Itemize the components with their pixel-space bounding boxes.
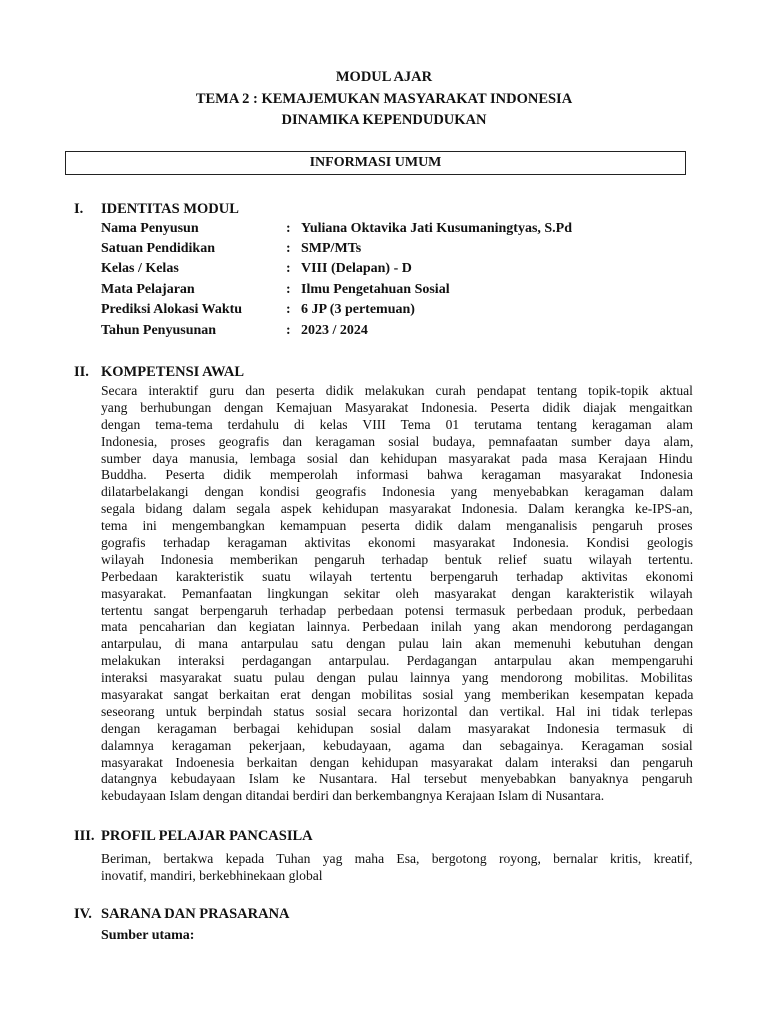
kompetensi-line: mata pencaharian dan kegiatan lainnya. Perbedaan inilah yang akan mendorong perdagangan <box>101 619 694 635</box>
kompetensi-line: wilayah Indonesia memberikan pengaruh terhadap bentuk relief suatu wilayah tertentu. <box>101 551 694 567</box>
identity-row-kelas <box>101 259 701 279</box>
identity-value: SMP/MTs <box>301 241 362 256</box>
identity-colon: : <box>286 241 291 256</box>
kompetensi-line: Secara interaktif guru dan peserta didik melakukan curah pendapat tentang topik-topik aktual <box>101 383 693 398</box>
kompetensi-line: sumber daya manusia, lembaga sosial dan kehidupan masyarakat pada masa Kerajaan Hindu <box>101 450 693 466</box>
identity-row-tahun <box>101 321 701 341</box>
section-title: PROFIL PELAJAR PANCASILA <box>101 828 313 844</box>
identity-label: Mata Pelajaran <box>101 282 195 297</box>
identity-colon: : <box>286 261 291 276</box>
identity-colon: : <box>286 282 291 297</box>
identity-value: Yuliana Oktavika Jati Kusumaningtyas, S.Pd <box>301 221 573 236</box>
identity-label: Prediksi Alokasi Waktu <box>101 302 243 317</box>
identity-colon: : <box>286 302 291 317</box>
identity-row-alokasi <box>101 300 701 320</box>
section-title: SARANA DAN PRASARANA <box>101 906 290 922</box>
kompetensi-line: kebudayaan Islam dengan ditandai berdiri dan berkembangnya Kerajaan Islam di Nusantara. <box>101 788 605 804</box>
kompetensi-line: masyarakat Indoenesia berkaitan dengan kehidupan masyarakat dalam interaksi dan pengaruh <box>101 754 693 770</box>
kompetensi-line: seseorang untuk berpindah status sosial secara horizontal dan vertikal. Hal ini tidak terlepas <box>101 703 693 719</box>
kompetensi-line: Indonesia, proses geografis dan keragaman sosial budaya, pemnafaatan sumber daya alam, <box>101 433 694 449</box>
section-number: I. <box>74 201 84 217</box>
kompetensi-line: yang berhubungan dengan Kemajuan Masyarakat Indonesia. Peserta didik diajak mengaitkan <box>101 399 693 415</box>
kompetensi-line: dalamnya keragaman pekerjaan, kebudayaan, agama dan sebagainya. Keragaman sosial <box>101 737 693 753</box>
kompetensi-line: antarpulau, di mana antarpulau satu dengan pulau lain akan memenuhi kebutuhan dengan <box>101 636 694 652</box>
kompetensi-line: melakukan interaksi perdagangan antarpulau. Perdagangan antarpulau akan mempengaruhi <box>101 653 694 669</box>
identity-value: VIII (Delapan) - D <box>301 261 412 276</box>
profil-line: Beriman, bertakwa kepada Tuhan yag maha Esa, bergotong royong, bernalar kritis, kreatif, <box>101 851 693 866</box>
identity-label: Satuan Pendidikan <box>101 241 215 256</box>
sumber-utama-label: Sumber utama: <box>101 928 195 943</box>
kompetensi-paragraph <box>101 383 693 805</box>
identity-label: Tahun Penyusunan <box>101 323 217 338</box>
profil-line: inovatif, mandiri, berkebhinekaan global <box>101 867 323 883</box>
identity-value: Ilmu Pengetahuan Sosial <box>301 282 450 297</box>
identity-colon: : <box>286 221 291 236</box>
kompetensi-line: gografis terhadap keragaman aktivitas ekonomi masyarakat Indonesia. Kondisi geologis <box>101 535 694 551</box>
identity-value: 6 JP (3 pertemuan) <box>301 302 415 317</box>
kompetensi-line: dengan tema-tema terdahulu di kelas VIII Tema 01 terutama tentang keragaman alam <box>101 416 693 432</box>
kompetensi-line: masyarakat sangat berkaitan erat dengan mobilitas sosial yang memberikan kesempatan kepada <box>101 687 694 703</box>
identity-label: Nama Penyusun <box>101 221 199 236</box>
section-title: IDENTITAS MODUL <box>101 201 239 217</box>
kompetensi-line: interaksi masyarakat suatu pulau dengan pulau lainnya yang mendorong mobilitas. Mobilitas <box>101 670 693 686</box>
identity-value: 2023 / 2024 <box>301 323 368 338</box>
info-umum-box: INFORMASI UMUM <box>65 151 686 175</box>
identity-row-satuan <box>101 239 701 259</box>
identity-label: Kelas / Kelas <box>101 261 179 276</box>
doc-theme: TEMA 2 : KEMAJEMUKAN MASYARAKAT INDONESIA <box>195 91 573 107</box>
kompetensi-line: Perbedaan karakteristik suatu wilayah tertentu berpengaruh terhadap aktivitas ekonomi <box>101 568 694 584</box>
identity-colon: : <box>286 323 291 338</box>
identity-row-mapel <box>101 280 701 300</box>
kompetensi-line: Buddha. Peserta didik memperolah informasi bahwa keragaman masyarakat Indonesia <box>101 467 693 483</box>
kompetensi-line: masyarakat. Pemanfaatan lingkungan sekitar oleh masyarakat dengan karakteristik wilayah <box>101 585 693 601</box>
kompetensi-line: segala bidang dalam segala aspek kehidupan masyarakat Indonesia. Dalam kerangka ke-IPS-an, <box>101 501 693 517</box>
section-number: II. <box>74 364 89 380</box>
doc-title: MODUL AJAR <box>335 69 433 85</box>
kompetensi-line: tema ini mengembangkan kemampuan peserta didik dalam menganalisis pengaruh proses <box>101 518 693 534</box>
profil-paragraph <box>101 851 693 885</box>
kompetensi-line: tertentu sangat berpengaruh terhadap perbedaan potensi termasuk perbedaan produk, perbedaan <box>101 602 694 618</box>
section-number: IV. <box>74 906 92 922</box>
section-title: KOMPETENSI AWAL <box>101 364 245 380</box>
kompetensi-line: datangnya kebudayaan Islam ke Nusantara. Hal tersebut menyebabkan banyaknya pengaruh <box>101 771 693 787</box>
kompetensi-line: dilatarbelakangi dengan kondisi geografis Indonesia yang menyebabkan keragaman dalam <box>101 484 694 500</box>
doc-subtitle: DINAMIKA KEPENDUDUKAN <box>281 112 487 128</box>
kompetensi-line: dengan keragaman berbagai kehidupan sosial dalam masyarakat Indonesia termasuk di <box>101 720 694 736</box>
section-number: III. <box>74 828 95 844</box>
identity-row-penyusun <box>101 219 701 239</box>
